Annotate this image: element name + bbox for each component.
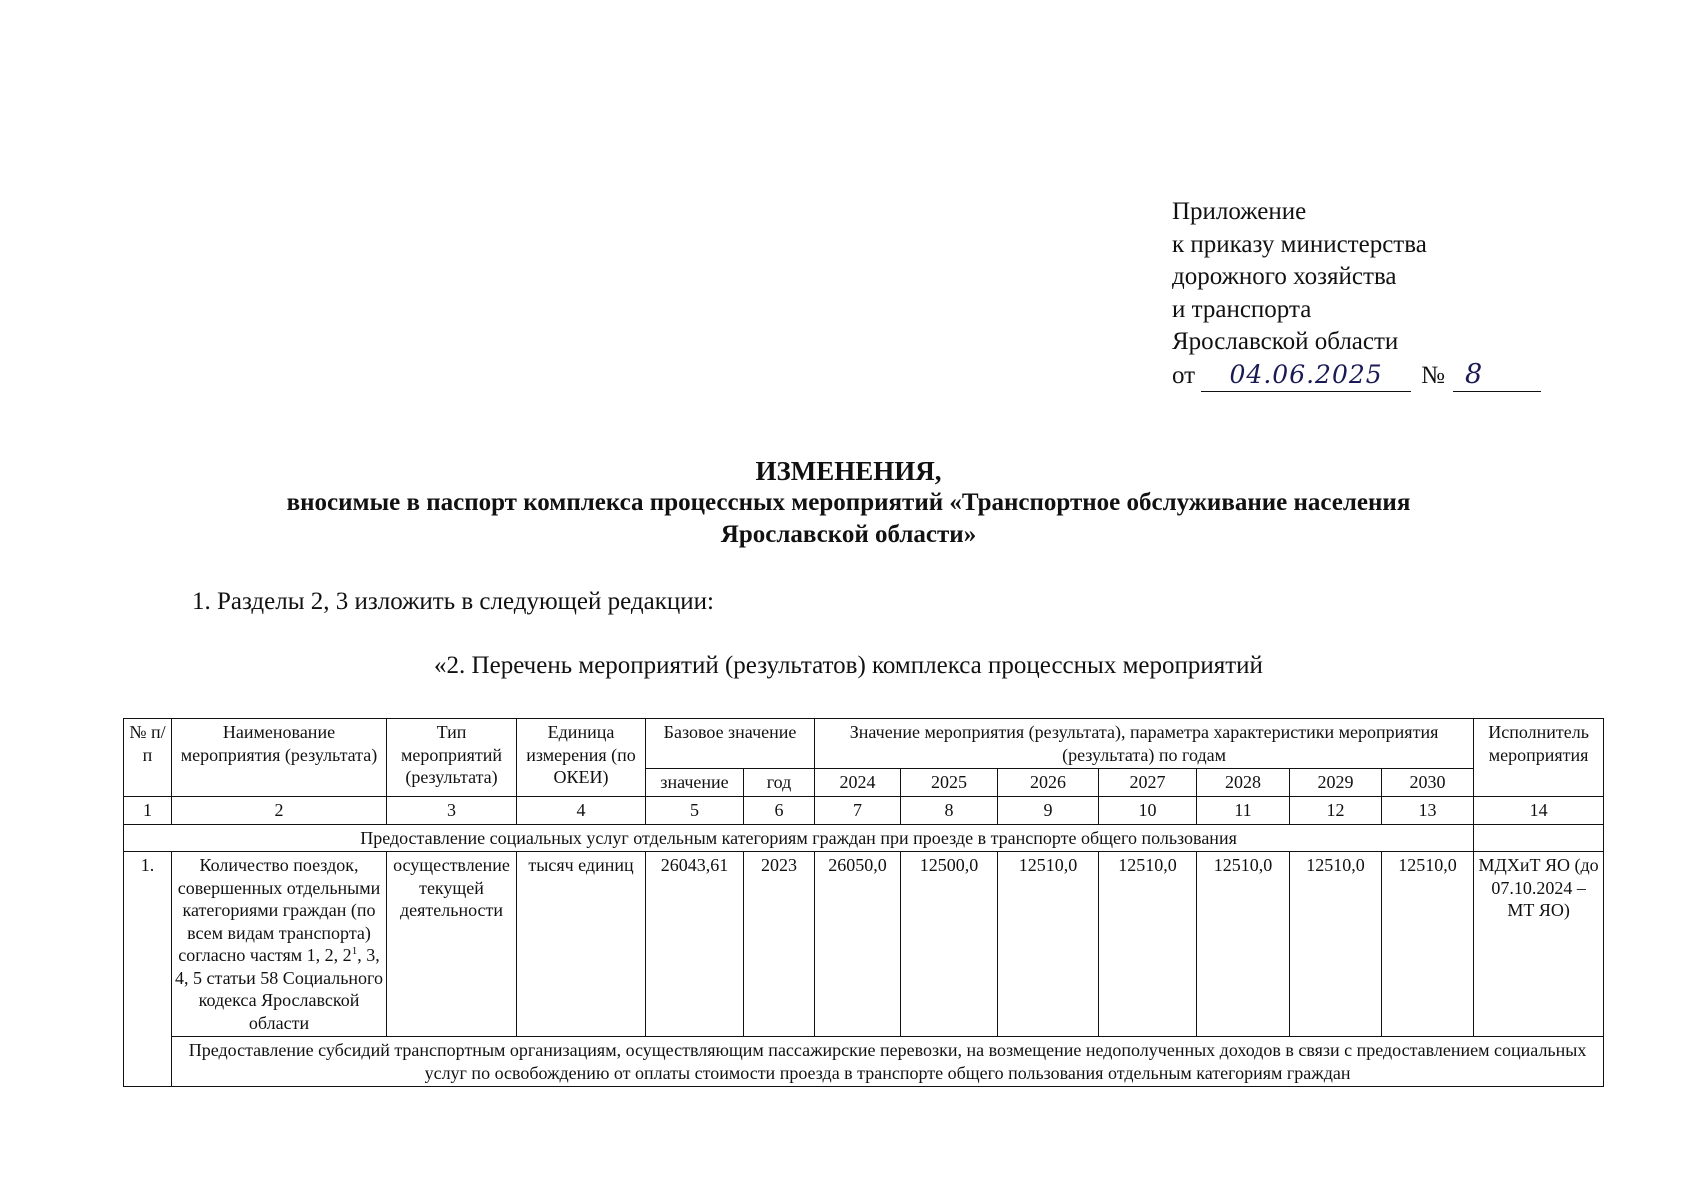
section-empty-cell — [1474, 824, 1604, 852]
row-name-text-cont: , 3, 4, 5 статьи 58 Социального кодекса Ярославской области — [175, 945, 383, 1033]
row-value: 12510,0 — [1290, 852, 1382, 1037]
measures-table — [123, 718, 1604, 1087]
header-executor: Исполнитель мероприятия — [1474, 719, 1604, 797]
header-year: 2029 — [1290, 769, 1382, 797]
column-number: 14 — [1474, 796, 1604, 824]
header-year: 2028 — [1197, 769, 1290, 797]
column-number: 1 — [124, 796, 172, 824]
appendix-line: Ярославской области — [1172, 328, 1399, 355]
section-row — [124, 824, 1604, 852]
appendix-line: дорожного хозяйства — [1172, 263, 1397, 290]
header-year: 2026 — [998, 769, 1099, 797]
appendix-line: к приказу министерства — [1172, 230, 1427, 258]
header-base-value: значение — [646, 769, 744, 797]
header-name: Наименование мероприятия (результата) — [172, 719, 387, 797]
table-row — [124, 1037, 1604, 1087]
row-name-sup: 1 — [351, 945, 358, 957]
column-number-row — [124, 796, 1604, 824]
header-year: 2024 — [815, 769, 901, 797]
row-executor: МДХиТ ЯО (до 07.10.2024 – МТ ЯО) — [1474, 852, 1604, 1037]
appendix-block — [1172, 196, 1541, 392]
column-number: 3 — [387, 796, 517, 824]
column-number: 9 — [998, 796, 1099, 824]
column-number: 12 — [1290, 796, 1382, 824]
column-number: 4 — [517, 796, 646, 824]
row-value: 12510,0 — [998, 852, 1099, 1037]
column-number: 11 — [1197, 796, 1290, 824]
row-num: 1. — [124, 852, 172, 1087]
instruction-paragraph: 1. Разделы 2, 3 изложить в следующей редакции: — [192, 588, 714, 615]
column-number: 7 — [815, 796, 901, 824]
row-base-value: 26043,61 — [646, 852, 744, 1037]
table-row — [124, 852, 1604, 1037]
title-line-3: Ярославской области» — [720, 521, 977, 548]
row-type: осуществление текущей деятельности — [387, 852, 517, 1037]
title-line-2: вносимые в паспорт комплекса процессных мероприятий «Транспортное обслуживание населения — [286, 489, 1411, 516]
header-row — [124, 719, 1604, 769]
row-value: 26050,0 — [815, 852, 901, 1037]
column-number: 13 — [1382, 796, 1474, 824]
column-number: 10 — [1099, 796, 1197, 824]
header-base-year: год — [744, 769, 815, 797]
row-value: 12500,0 — [901, 852, 998, 1037]
order-date-number-row — [1172, 359, 1541, 393]
column-number: 2 — [172, 796, 387, 824]
header-values-group: Значение мероприятия (результата), параметра характеристики мероприятия (результата) по годам — [815, 719, 1474, 769]
title-line-1: ИЗМЕНЕНИЯ, — [755, 456, 942, 486]
handwritten-date: 04.06.2025 — [1201, 359, 1411, 393]
header-num: № п/п — [124, 719, 172, 797]
header-year: 2027 — [1099, 769, 1197, 797]
row-value: 12510,0 — [1382, 852, 1474, 1037]
row-base-year: 2023 — [744, 852, 815, 1037]
section-heading-1: Предоставление социальных услуг отдельным категориям граждан при проезде в транспорте общего пользования — [124, 824, 1474, 852]
handwritten-number: 8 — [1453, 359, 1541, 393]
appendix-line: и транспорта — [1172, 295, 1312, 323]
header-year: 2025 — [901, 769, 998, 797]
column-number: 8 — [901, 796, 998, 824]
row-value: 12510,0 — [1197, 852, 1290, 1037]
row-unit: тысяч единиц — [517, 852, 646, 1037]
row-name-text: Количество поездок, совершенных отдельными категориями граждан (по всем видам транспорта) согласно частям 1, 2, 2 — [177, 855, 381, 965]
appendix-line: Приложение — [1172, 198, 1307, 225]
column-number: 5 — [646, 796, 744, 824]
section-heading-2: Предоставление субсидий транспортным организациям, осуществляющим пассажирские перевозки, на возмещение недополученных доходов в связи с предоставлением социальных услуг по освобождению от оплаты стоимости проезда в транспорте общего пользования отдельным категориям граждан — [172, 1037, 1604, 1087]
header-base: Базовое значение — [646, 719, 815, 769]
from-label: от — [1172, 361, 1196, 389]
column-number: 6 — [744, 796, 815, 824]
header-unit: Единица измерения (по ОКЕИ) — [517, 719, 646, 797]
number-label: № — [1421, 361, 1445, 389]
document-title — [0, 455, 1697, 551]
header-type: Тип мероприятий (результата) — [387, 719, 517, 797]
section-title: «2. Перечень мероприятий (результатов) комплекса процессных мероприятий — [434, 652, 1263, 679]
row-value: 12510,0 — [1099, 852, 1197, 1037]
row-name — [172, 852, 387, 1037]
header-year: 2030 — [1382, 769, 1474, 797]
